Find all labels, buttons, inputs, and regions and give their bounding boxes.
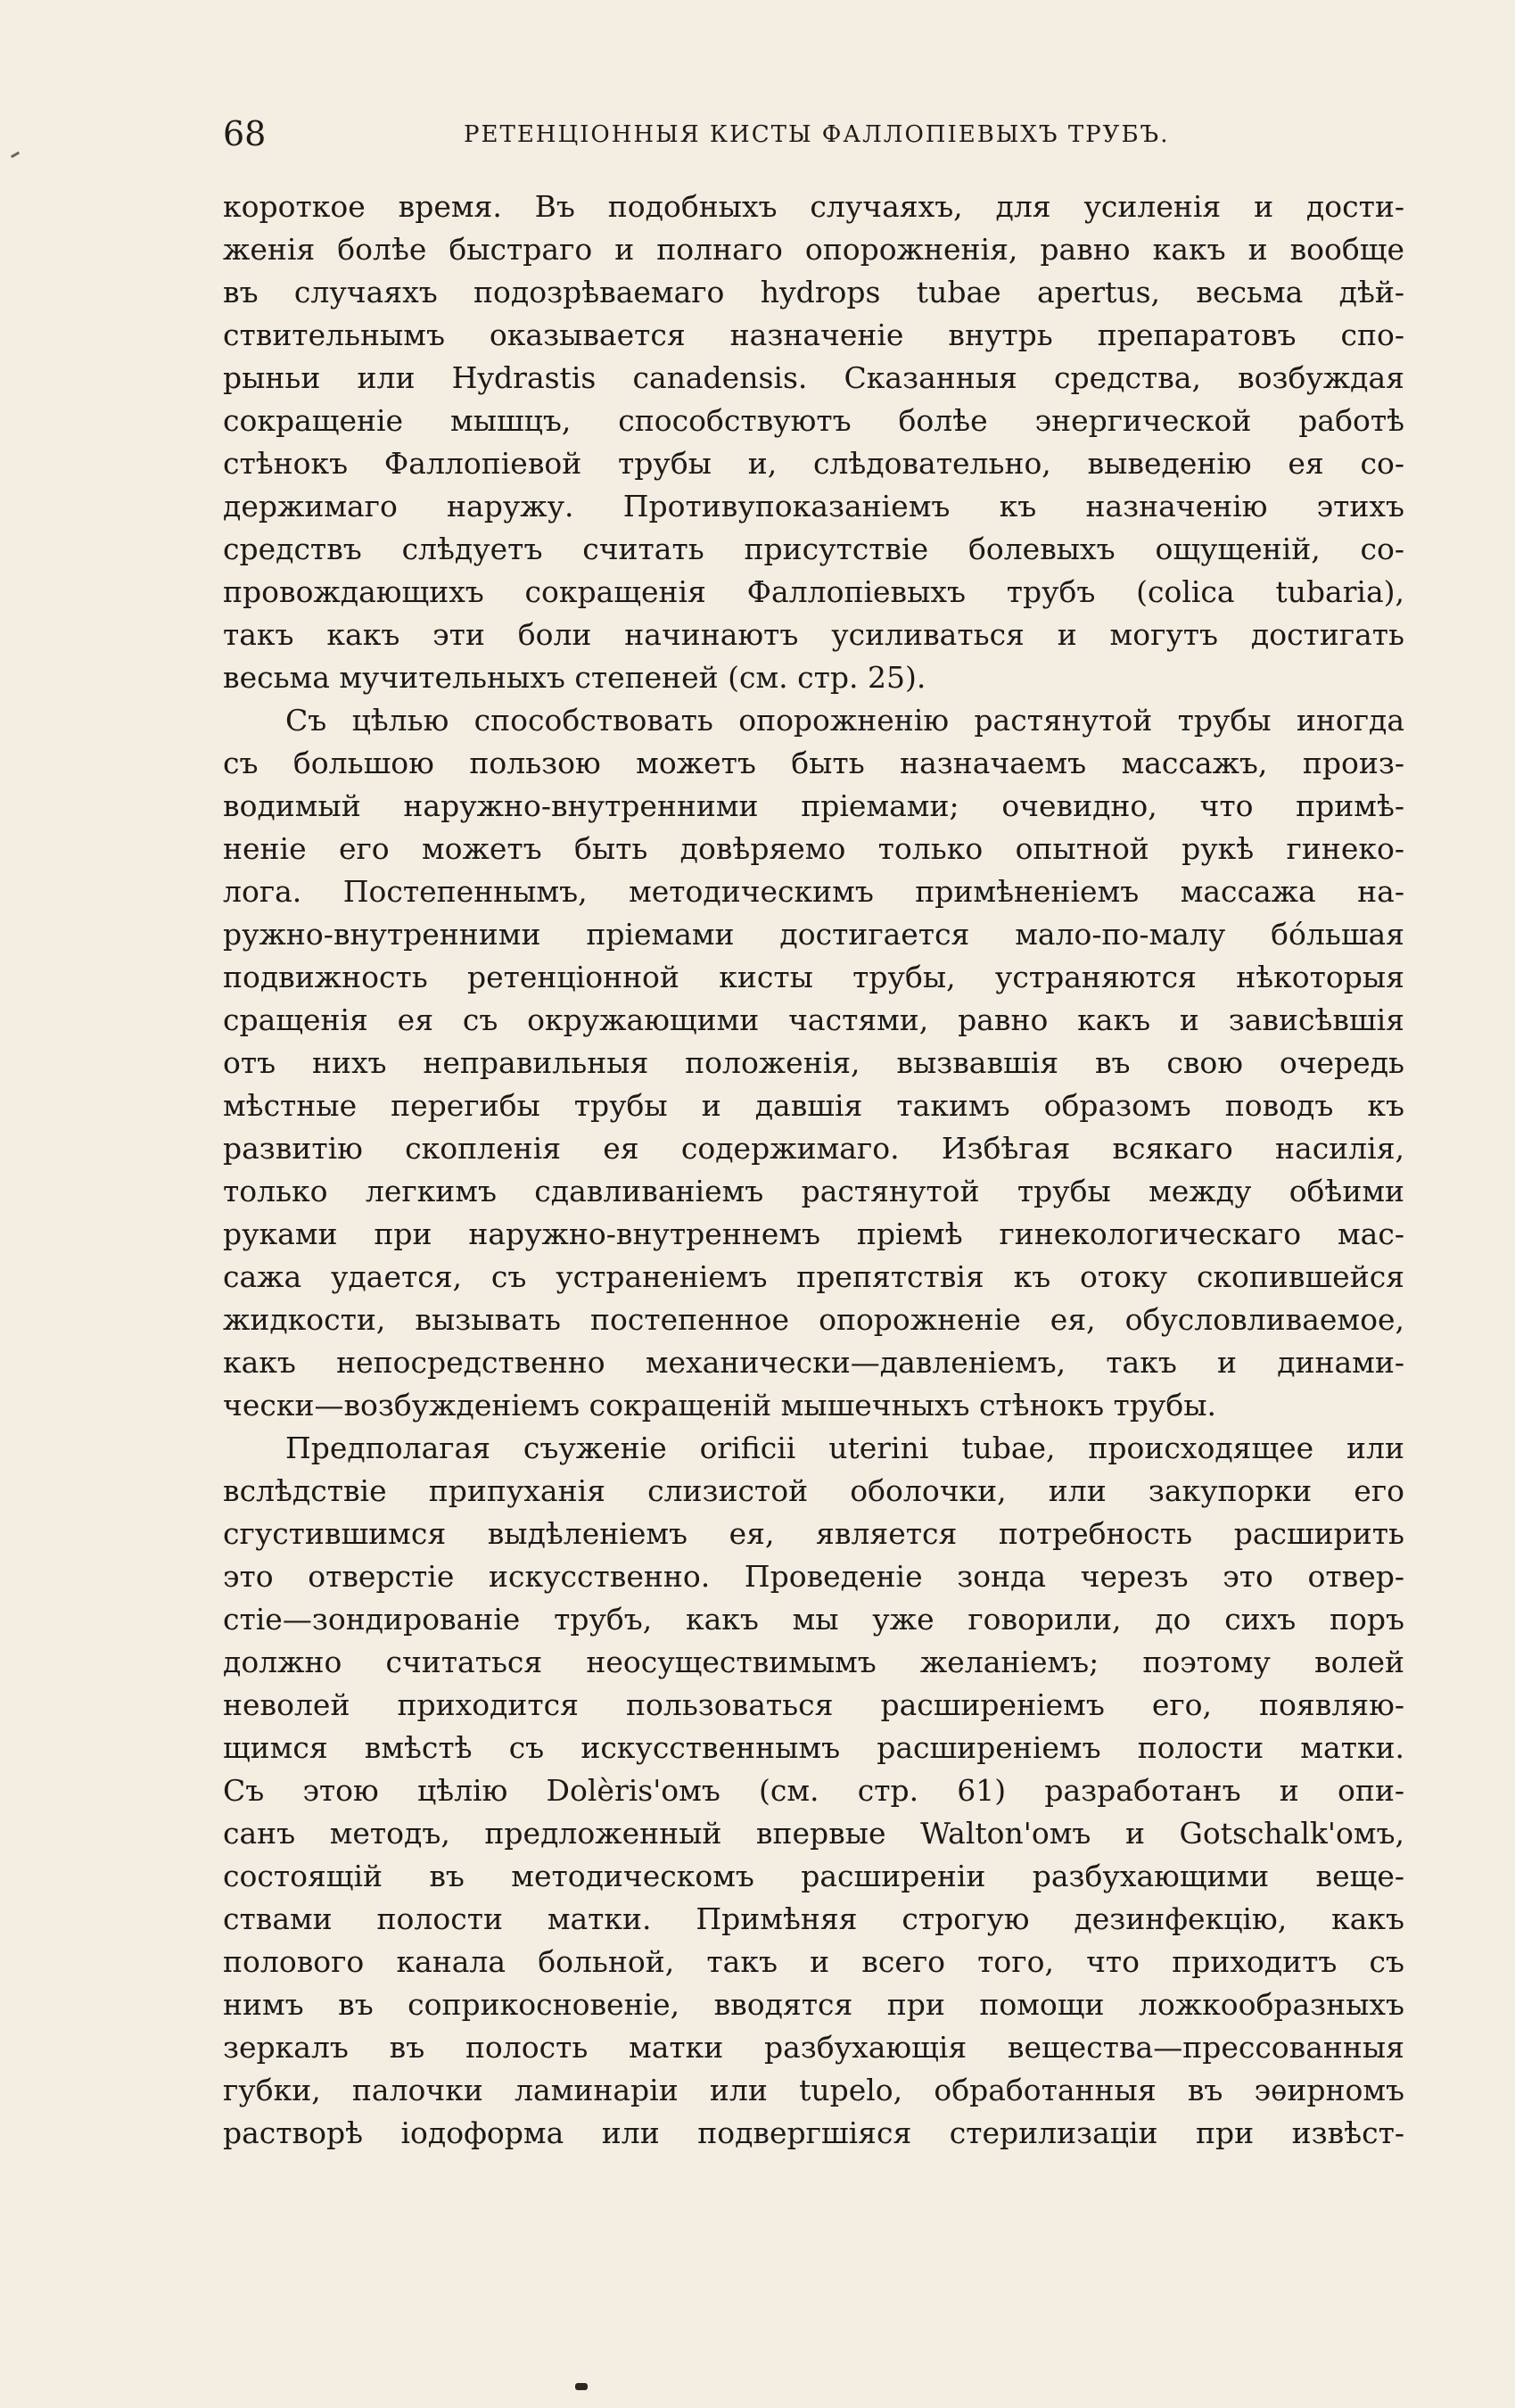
text-line: лога. Постепеннымъ, методическимъ примѣненіемъ массажа на- bbox=[223, 874, 1404, 909]
text-line: только легкимъ сдавливаніемъ растянутой трубы между обѣими bbox=[223, 1174, 1404, 1208]
text-line: весьма мучительныхъ степеней (см. стр. 25). bbox=[223, 660, 926, 695]
text-line: стіе—зондированіе трубъ, какъ мы уже говорили, до сихъ поръ bbox=[223, 1602, 1404, 1637]
text-line: рыньи или Hydrastis canadensis. Сказанныя средства, возбуждая bbox=[223, 360, 1404, 395]
text-line: въ случаяхъ подозрѣваемаго hydrops tubae apertus, весьма дѣй- bbox=[223, 275, 1404, 309]
body-text bbox=[223, 186, 1404, 2155]
text-line: сгустившимся выдѣленіемъ ея, является потребность расширить bbox=[223, 1516, 1404, 1551]
text-line: неніе его можетъ быть довѣряемо только опытной рукѣ гинеко- bbox=[223, 831, 1404, 866]
text-line: водимый наружно-внутренними пріемами; очевидно, что примѣ- bbox=[223, 788, 1404, 823]
text-line: стѣнокъ Фаллопіевой трубы и, слѣдовательно, выведенію ея со- bbox=[223, 446, 1404, 481]
text-line: Съ этою цѣлію Dolèris'омъ (см. стр. 61) разработанъ и опи- bbox=[223, 1773, 1404, 1808]
text-line: женія болѣе быстраго и полнаго опорожненія, равно какъ и вообще bbox=[223, 232, 1404, 267]
text-line: провождающихъ сокращенія Фаллопіевыхъ трубъ (colica tubaria), bbox=[223, 574, 1404, 609]
text-line: ствительнымъ оказывается назначеніе внутрь препаратовъ спо- bbox=[223, 317, 1404, 352]
text-line: полового канала больной, такъ и всего того, что приходитъ съ bbox=[223, 1944, 1404, 1979]
text-line: какъ непосредственно механически—давленіемъ, такъ и динами- bbox=[223, 1345, 1404, 1380]
text-line: неволей приходится пользоваться расширеніемъ его, появляю- bbox=[223, 1687, 1404, 1722]
text-line: развитію скопленія ея содержимаго. Избѣгая всякаго насилія, bbox=[223, 1131, 1404, 1166]
text-line: руками при наружно-внутреннемъ пріемѣ гинекологическаго мас- bbox=[223, 1216, 1404, 1251]
text-line: держимаго наружу. Противупоказаніемъ къ назначенію этихъ bbox=[223, 489, 1404, 524]
text-line: чески—возбужденіемъ сокращеній мышечныхъ стѣнокъ трубы. bbox=[223, 1388, 1216, 1423]
text-line: щимся вмѣстѣ съ искусственнымъ расширеніемъ полости матки. bbox=[223, 1730, 1404, 1765]
text-line: санъ методъ, предложенный впервые Walton'омъ и Gotschalk'омъ, bbox=[223, 1816, 1404, 1851]
margin-mark bbox=[11, 152, 20, 159]
text-line: съ большою пользою можетъ быть назначаемъ массажъ, произ- bbox=[223, 746, 1404, 780]
text-line: Предполагая съуженіе orificii uterini tubae, происходящее или bbox=[285, 1431, 1404, 1465]
text-line: сращенія ея съ окружающими частями, равно какъ и зависѣвшія bbox=[223, 1002, 1404, 1037]
text-line: сокращеніе мышцъ, способствуютъ болѣе энергической работѣ bbox=[223, 403, 1404, 438]
text-line: ружно-внутренними пріемами достигается мало-по-малу бо́льшая bbox=[223, 917, 1404, 952]
text-line: состоящій въ методическомъ расширеніи разбухающими веще- bbox=[223, 1859, 1404, 1893]
text-line: это отверстіе искусственно. Проведеніе зонда черезъ это отвер- bbox=[223, 1559, 1404, 1594]
text-line: мѣстные перегибы трубы и давшія такимъ образомъ поводъ къ bbox=[223, 1088, 1404, 1123]
text-line: ствами полости матки. Примѣняя строгую дезинфекцію, какъ bbox=[223, 1901, 1404, 1936]
text-line: вслѣдствіе припуханія слизистой оболочки, или закупорки его bbox=[223, 1473, 1404, 1508]
text-line: зеркалъ въ полость матки разбухающія вещества—прессованныя bbox=[223, 2030, 1404, 2065]
page-header bbox=[223, 114, 1404, 159]
text-line: такъ какъ эти боли начинаютъ усиливаться и могутъ достигать bbox=[223, 617, 1404, 652]
text-line: Съ цѣлью способствовать опорожненію растянутой трубы иногда bbox=[285, 703, 1404, 738]
text-line: средствъ слѣдуетъ считать присутствіе болевыхъ ощущеній, со- bbox=[223, 532, 1404, 566]
text-line: сажа удается, съ устраненіемъ препятствія къ отоку скопившейся bbox=[223, 1259, 1404, 1294]
text-line: должно считаться неосуществимымъ желаніемъ; поэтому волей bbox=[223, 1645, 1404, 1679]
text-line: подвижность ретенціонной кисты трубы, устраняются нѣкоторыя bbox=[223, 960, 1404, 994]
text-line: короткое время. Въ подобныхъ случаяхъ, для усиленія и дости- bbox=[223, 189, 1404, 224]
printer-mark bbox=[575, 2383, 588, 2390]
text-line: жидкости, вызывать постепенное опорожненіе ея, обусловливаемое, bbox=[223, 1302, 1404, 1337]
text-line: нимъ въ соприкосновеніе, вводятся при помощи ложкообразныхъ bbox=[223, 1987, 1404, 2022]
text-line: растворѣ іодоформа или подвергшіяся стерилизаціи при извѣст- bbox=[223, 2115, 1404, 2150]
running-title: РЕТЕНЦІОННЫЯ КИСТЫ ФАЛЛОПІЕВЫХЪ ТРУБЪ. bbox=[464, 121, 1170, 148]
text-line: губки, палочки ламинаріи или tupelo, обработанныя въ эѳирномъ bbox=[223, 2073, 1404, 2107]
text-line: отъ нихъ неправильныя положенія, вызвавшія въ свою очередь bbox=[223, 1045, 1404, 1080]
page-number: 68 bbox=[223, 114, 267, 153]
